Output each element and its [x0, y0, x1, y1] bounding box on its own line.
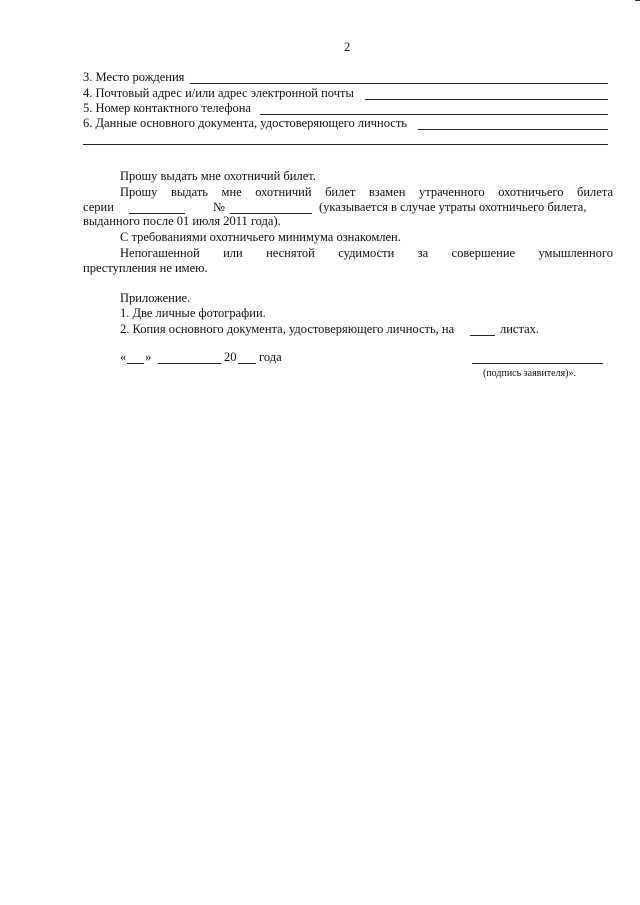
word: совершение	[451, 246, 516, 260]
word: умышленного	[538, 246, 613, 260]
attachment-item-1: 1. Две личные фотографии.	[120, 306, 266, 320]
day-field[interactable]	[127, 363, 144, 364]
year-prefix: 20	[224, 350, 237, 364]
signature-field[interactable]	[472, 363, 603, 364]
phone-label: 5. Номер контактного телефона	[83, 101, 251, 115]
month-field[interactable]	[158, 363, 221, 364]
birthplace-field[interactable]	[190, 83, 608, 84]
series-label: серии	[83, 200, 114, 214]
word: охотничий	[255, 185, 312, 199]
year-field[interactable]	[238, 363, 256, 364]
id-doc-field-continued[interactable]	[83, 144, 608, 145]
id-doc-field[interactable]	[418, 129, 608, 130]
quote-close: »	[145, 350, 152, 364]
address-label: 4. Почтовый адрес и/или адрес электронной почты	[83, 86, 354, 100]
request-line-2	[120, 185, 613, 200]
word: неснятой	[266, 246, 315, 260]
acquainted-text: С требованиями охотничьего минимума ознакомлен.	[120, 230, 401, 244]
word: или	[223, 246, 243, 260]
word: Непогашенной	[120, 246, 200, 260]
pages-count-field[interactable]	[470, 335, 495, 336]
word: охотничьего	[498, 185, 564, 199]
quote-open: «	[120, 350, 127, 364]
edge-mark	[635, 0, 640, 1]
address-field[interactable]	[365, 99, 608, 100]
phone-field[interactable]	[260, 114, 608, 115]
word: взамен	[368, 185, 406, 199]
word: билета	[577, 185, 613, 199]
conviction-line-end: преступления не имею.	[83, 261, 208, 275]
conviction-line	[120, 246, 613, 261]
issued-after-text: выданного после 01 июля 2011 года).	[83, 214, 281, 228]
word: за	[417, 246, 429, 260]
attachment-item-2-start: 2. Копия основного документа, удостоверяющего личность, на	[120, 322, 455, 336]
loss-note: (указывается в случае утраты охотничьего билета,	[319, 200, 587, 214]
attachments-title: Приложение.	[120, 291, 191, 305]
word: выдать	[170, 185, 208, 199]
year-suffix: года	[259, 350, 282, 364]
page-number: 2	[344, 40, 351, 54]
word: Прошу	[120, 185, 158, 199]
number-sign: №	[213, 200, 225, 214]
word: судимости	[338, 246, 395, 260]
id-doc-label: 6. Данные основного документа, удостоверяющего личность	[83, 116, 407, 130]
word: билет	[325, 185, 356, 199]
word: мне	[221, 185, 242, 199]
signature-caption: (подпись заявителя)».	[483, 368, 576, 379]
word: утраченного	[418, 185, 485, 199]
birthplace-label: 3. Место рождения	[83, 70, 185, 84]
request-line-1: Прошу выдать мне охотничий билет.	[120, 169, 316, 183]
attachment-item-2-end: листах.	[500, 322, 540, 336]
